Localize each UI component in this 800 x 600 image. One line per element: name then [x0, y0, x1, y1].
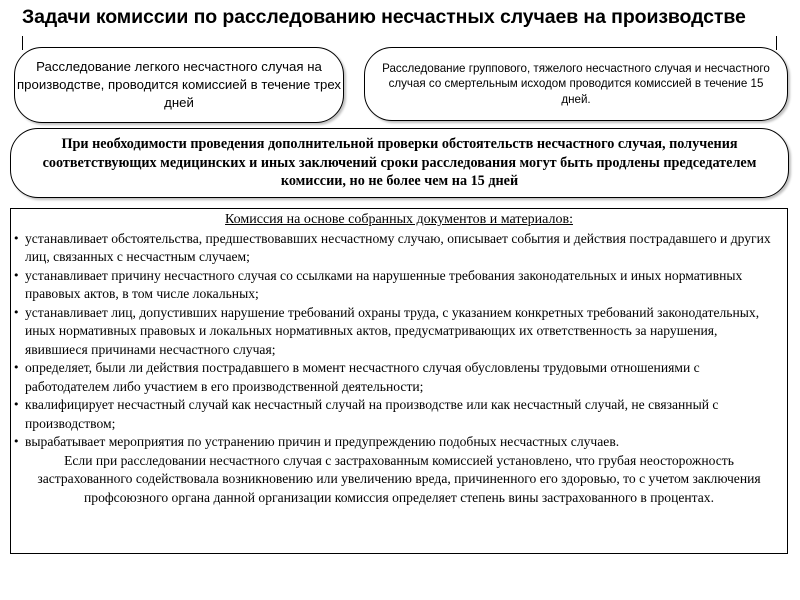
- list-item: [13, 304, 781, 360]
- list-item-text: устанавливает обстоятельства, предшествовавших несчастному случаю, описывает события и действия пострадавшего и других лиц, связанных с несчастным случаем;: [25, 230, 771, 264]
- list-item-text: вырабатывает мероприятия по устранению причин и предупреждению подобных несчастных случаев.: [25, 434, 620, 449]
- light-accident-box: [14, 47, 344, 123]
- list-item-text: квалифицирует несчастный случай как несчастный случай на производстве или как несчастный случай, не связанный с производством;: [25, 397, 719, 431]
- list-item: [13, 396, 781, 433]
- list-item-text: устанавливает лиц, допустивших нарушение требований охраны труда, с указанием конкретных требований законодательных, иных нормативных правовых и локальных нормативных актов, предусматривающих их ответственность за нарушения, явившиеся причинами несчастного случая;: [25, 304, 760, 357]
- list-item: [13, 230, 781, 267]
- bullet-icon: •: [13, 435, 20, 448]
- commission-tasks-box: [10, 208, 788, 554]
- page-title: Задачи комиссии по расследованию несчастных случаев на производстве: [22, 6, 746, 28]
- connector-line-right: [776, 36, 777, 50]
- commission-tasks-heading: Комиссия на основе собранных документов и материалов:: [225, 212, 573, 227]
- list-item-text: устанавливает причину несчастного случая со ссылками на нарушенные требования законодательных и иных нормативных правовых актов, в том числе локальных;: [25, 267, 743, 301]
- severe-accident-box: [364, 47, 788, 121]
- connector-line-left: [22, 36, 23, 50]
- bullet-icon: •: [13, 361, 20, 374]
- commission-tasks-list: [13, 230, 781, 452]
- list-item: [13, 433, 781, 452]
- commission-conclusion: Если при расследовании несчастного случая с застрахованным комиссией установлено, что грубая неосторожность застрахованного содействовала возникновению или увеличению вреда, причиненного его здоровью, то с учетом заключения профсоюзного органа данной организации комиссия определяет степень вины застрахованного в процентах.: [37, 452, 761, 505]
- bullet-icon: •: [13, 305, 20, 319]
- list-item: [13, 267, 781, 304]
- list-item: [13, 359, 781, 396]
- light-accident-text: Расследование легкого несчастного случая на производстве, проводится комиссией в течение трех дней: [17, 59, 341, 110]
- bullet-icon: •: [13, 231, 20, 245]
- extension-text: При необходимости проведения дополнительной проверки обстоятельств несчастного случая, получения соответствующих медицинских и иных заключений сроки расследования могут быть продлены председателем комиссии, но не более чем на 15 дней: [42, 136, 757, 190]
- bullet-icon: •: [13, 268, 20, 282]
- severe-accident-text: Расследование группового, тяжелого несчастного случая и несчастного случая со смертельным исходом проводится комиссией в течение 15 дней.: [382, 61, 770, 106]
- extension-box: [10, 128, 789, 198]
- list-item-text: определяет, были ли действия пострадавшего в момент несчастного случая обусловлены трудовыми отношениями с работодателем либо участием в его производственной деятельности;: [25, 360, 700, 394]
- bullet-icon: •: [13, 398, 20, 411]
